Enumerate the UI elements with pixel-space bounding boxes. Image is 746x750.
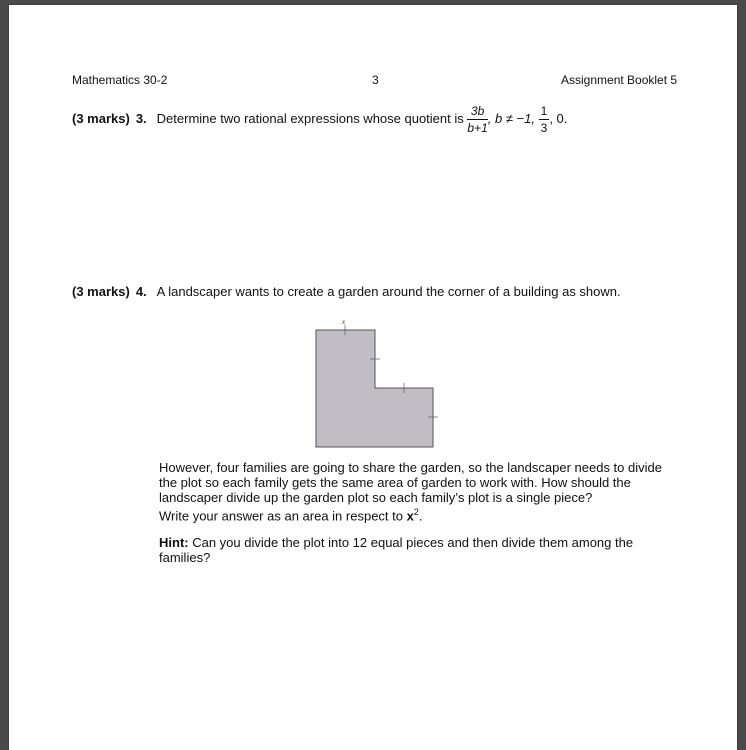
paragraph-line-4-text: Write your answer as an area in respect to — [159, 508, 407, 524]
restriction-prefix: , b ≠ −1, — [487, 110, 535, 126]
question-4-paragraph — [159, 460, 689, 523]
document-page — [9, 5, 737, 750]
paragraph-line-1: However, four families are going to share the garden, so the landscaper needs to divide — [159, 460, 662, 475]
quotient-numerator: 3b — [467, 105, 487, 120]
restriction-denominator: 3 — [540, 121, 548, 135]
hint-line-2: families? — [159, 550, 211, 565]
paragraph-line-4 — [159, 505, 689, 523]
question-4-number: 4. — [135, 284, 147, 299]
garden-figure — [309, 313, 449, 448]
restriction-suffix: , 0. — [549, 110, 568, 126]
restriction-fraction — [539, 105, 550, 134]
header-booklet: Assignment Booklet 5 — [561, 73, 678, 87]
quotient-fraction — [467, 105, 487, 134]
question-3-text: Determine two rational expressions whose quotient is — [156, 110, 464, 126]
question-4 — [72, 284, 621, 299]
hint-text-1: Can you divide the plot into 12 equal pieces and then divide them among the — [188, 535, 634, 550]
figure-x-label: x — [342, 318, 346, 326]
paragraph-variable: x — [406, 508, 414, 524]
restriction-numerator: 1 — [540, 104, 548, 118]
hint-label: Hint: — [159, 535, 189, 550]
hint-line-1 — [159, 535, 689, 550]
question-3-number: 3. — [135, 110, 147, 126]
paragraph-line-2: the plot so each family gets the same area of garden to work with. How should the — [159, 475, 631, 490]
header-course: Mathematics 30-2 — [72, 73, 168, 87]
paragraph-line-4-end: . — [418, 508, 423, 524]
question-3-marks: (3 marks) — [72, 110, 130, 126]
question-3 — [72, 105, 567, 134]
paragraph-exponent: 2 — [413, 507, 419, 517]
paragraph-line-3: landscaper divide up the garden plot so each family’s plot is a single piece? — [159, 490, 593, 505]
hint-paragraph — [159, 535, 689, 565]
question-4-marks: (3 marks) — [72, 284, 130, 299]
quotient-denominator: b+1 — [467, 121, 488, 135]
garden-plot-shape — [316, 330, 433, 447]
header-page-number: 3 — [372, 73, 379, 87]
question-4-text: A landscaper wants to create a garden around the corner of a building as shown. — [156, 284, 621, 299]
